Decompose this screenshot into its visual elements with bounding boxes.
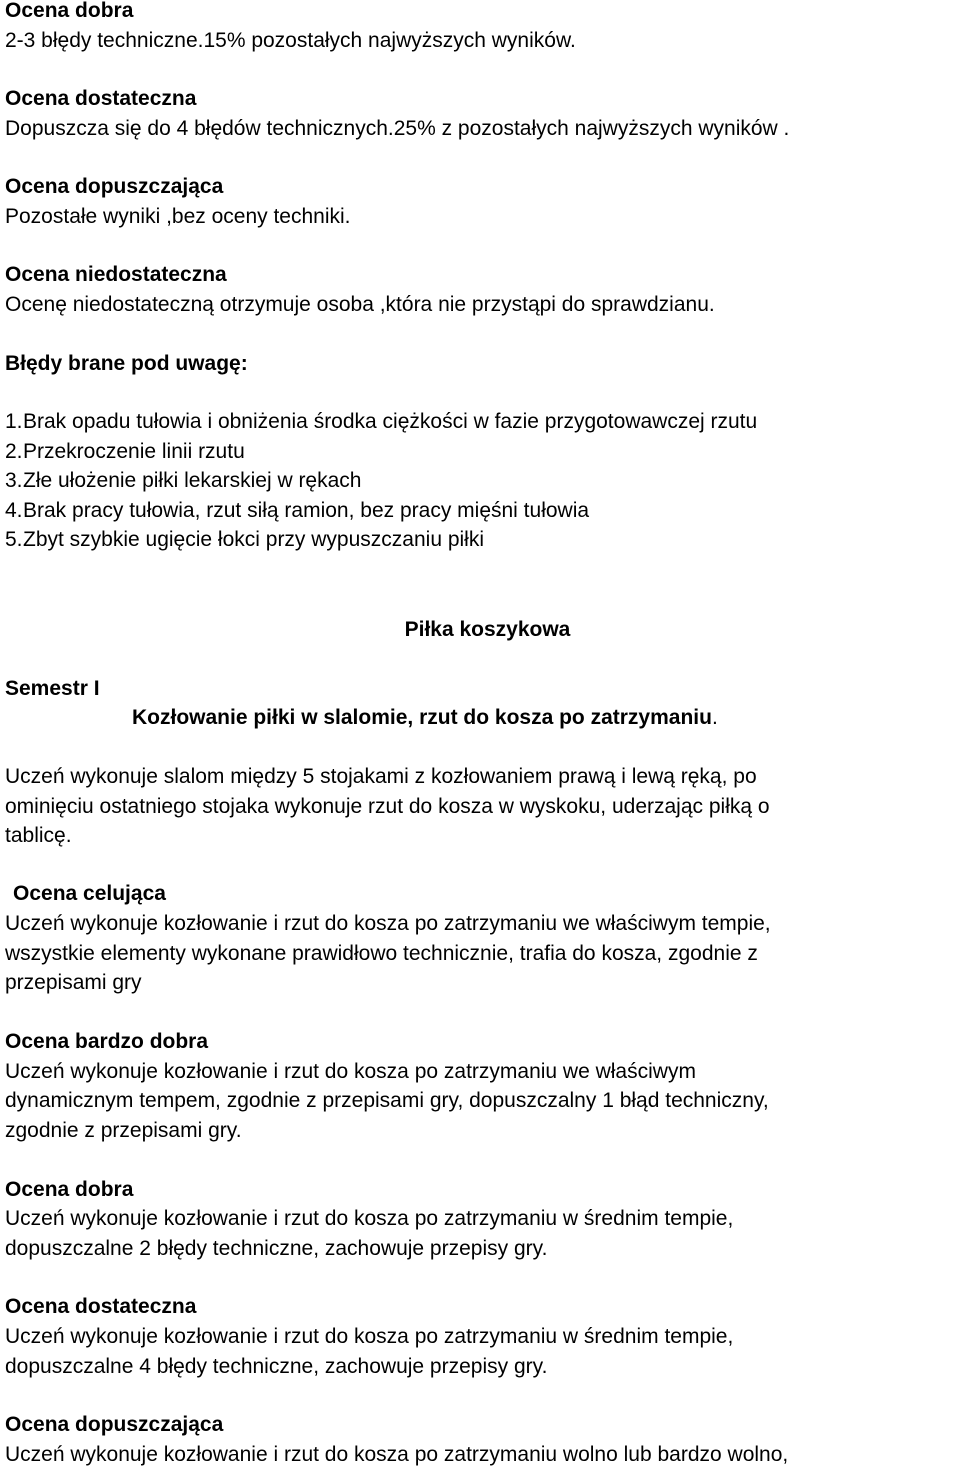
grade-text-niedostateczna: Ocenę niedostateczną otrzymuje osoba ,która nie przystąpi do sprawdzianu.	[5, 293, 715, 316]
grade-heading-dobra: Ocena dobra	[5, 0, 134, 22]
error-item	[5, 468, 361, 494]
grade-heading-dobra-2: Ocena dobra	[5, 1178, 134, 1201]
grade-text-dopuszczajaca: Pozostałe wyniki ,bez oceny techniki.	[5, 205, 351, 228]
grade-line: dynamicznym tempem, zgodnie z przepisami gry, dopuszczalny 1 błąd techniczny,	[5, 1089, 769, 1112]
error-item	[5, 439, 245, 465]
grade-line: Uczeń wykonuje kozłowanie i rzut do kosza po zatrzymaniu w średnim tempie,	[5, 1207, 734, 1230]
error-item-text: Przekroczenie linii rzutu	[23, 440, 245, 463]
exercise-description-line: Uczeń wykonuje slalom między 5 stojakami z kozłowaniem prawą i lewą ręką, po	[5, 765, 757, 788]
exercise-title-text: Kozłowanie piłki w slalomie, rzut do kosza po zatrzymaniu	[132, 706, 712, 729]
error-item-number: 2.	[5, 440, 23, 463]
grade-heading-dostateczna: Ocena dostateczna	[5, 87, 197, 110]
error-item-text: Zbyt szybkie ugięcie łokci przy wypuszczaniu piłki	[23, 528, 485, 551]
error-item	[5, 498, 589, 524]
semester-label: Semestr I	[5, 677, 100, 700]
grade-heading-celujaca: Ocena celująca	[13, 882, 166, 905]
exercise-title	[132, 705, 718, 731]
exercise-description-line: ominięciu ostatniego stojaka wykonuje rzut do kosza w wyskoku, uderzając piłką o	[5, 795, 770, 818]
grade-text-dostateczna: Dopuszcza się do 4 błędów technicznych.25% z pozostałych najwyższych wyników .	[5, 117, 790, 140]
grade-line: Uczeń wykonuje kozłowanie i rzut do kosza po zatrzymaniu we właściwym tempie,	[5, 912, 771, 935]
errors-heading: Błędy brane pod uwagę:	[5, 352, 248, 375]
grade-line: dopuszczalne 4 błędy techniczne, zachowuje przepisy gry.	[5, 1355, 548, 1378]
grade-heading-dopuszczajaca-2: Ocena dopuszczająca	[5, 1413, 224, 1436]
grade-line: dopuszczalne 2 błędy techniczne, zachowuje przepisy gry.	[5, 1237, 548, 1260]
grade-heading-dopuszczajaca: Ocena dopuszczająca	[5, 175, 224, 198]
grade-heading-dostateczna-2: Ocena dostateczna	[5, 1295, 197, 1318]
grade-line: przepisami gry	[5, 971, 142, 994]
grade-heading-bardzo-dobra: Ocena bardzo dobra	[5, 1030, 209, 1053]
grade-line: Uczeń wykonuje kozłowanie i rzut do kosza po zatrzymaniu wolno lub bardzo wolno,	[5, 1443, 789, 1466]
error-item-text: Brak opadu tułowia i obniżenia środka ciężkości w fazie przygotowawczej rzutu	[23, 410, 758, 433]
grade-line: zgodnie z przepisami gry.	[5, 1119, 242, 1142]
error-item-number: 3.	[5, 469, 23, 492]
grade-line: Uczeń wykonuje kozłowanie i rzut do kosza po zatrzymaniu w średnim tempie,	[5, 1325, 734, 1348]
exercise-description-line: tablicę.	[5, 824, 72, 847]
error-item-number: 5.	[5, 528, 23, 551]
error-item-text: Złe ułożenie piłki lekarskiej w rękach	[23, 469, 362, 492]
exercise-title-dot: .	[711, 706, 718, 729]
section-title: Piłka koszykowa	[404, 618, 571, 641]
grade-text-dobra: 2-3 błędy techniczne.15% pozostałych najwyższych wyników.	[5, 29, 576, 52]
error-item-number: 1.	[5, 410, 23, 433]
grade-line: Uczeń wykonuje kozłowanie i rzut do kosza po zatrzymaniu we właściwym	[5, 1060, 696, 1083]
error-item	[5, 527, 484, 553]
error-item-text: Brak pracy tułowia, rzut siłą ramion, bez pracy mięśni tułowia	[23, 499, 590, 522]
error-item	[5, 409, 757, 435]
error-item-number: 4.	[5, 499, 23, 522]
grade-heading-niedostateczna: Ocena niedostateczna	[5, 263, 227, 286]
grade-line: wszystkie elementy wykonane prawidłowo technicznie, trafia do kosza, zgodnie z	[5, 942, 758, 965]
